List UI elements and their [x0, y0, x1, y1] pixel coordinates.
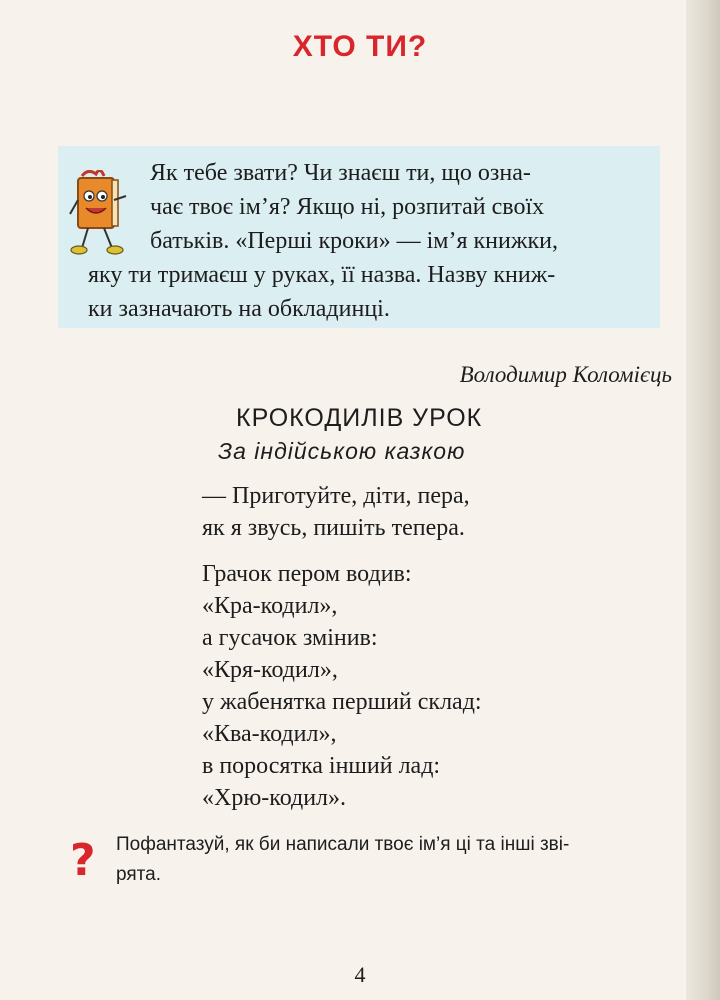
- intro-text-continued: [88, 258, 650, 326]
- poem-line: а гусачок змінив:: [202, 625, 378, 651]
- poem-line: Грачок пером водив:: [202, 561, 412, 587]
- poem-subtitle: За індійською казкою: [218, 438, 466, 464]
- poem-line: — Приготуйте, діти, пера,: [202, 483, 470, 509]
- page-number: 4: [354, 962, 366, 987]
- poem-line: у жабенятка перший склад:: [202, 689, 482, 715]
- task-line: рята.: [116, 864, 161, 885]
- intro-line: батьків. «Перші кроки» — ім’я книжки,: [150, 228, 558, 254]
- poem-title: КРОКОДИЛІВ УРОК: [236, 404, 483, 432]
- intro-line: Як тебе звати? Чи знаєш ти, що озна-: [150, 160, 531, 186]
- book-mascot-icon: [68, 170, 128, 256]
- intro-line: яку ти тримаєш у руках, її назва. Назву книж-: [88, 262, 556, 288]
- page-edge: [686, 0, 720, 1000]
- question-mark-icon: ?: [70, 835, 96, 886]
- poem-line: «Кря-кодил»,: [202, 657, 338, 683]
- intro-text: [150, 156, 650, 258]
- task-text: [116, 830, 676, 890]
- task-line: Пофантазуй, як би написали твоє ім’я ці та інші зві-: [116, 834, 570, 855]
- poem-line: «Ква-кодил»,: [202, 721, 337, 747]
- poem-line: в поросятка інший лад:: [202, 753, 441, 779]
- poem-line: «Кра-кодил»,: [202, 593, 338, 619]
- intro-line: чає твоє ім’я? Якщо ні, розпитай своїх: [150, 194, 545, 220]
- poem-author: Володимир Коломієць: [459, 362, 672, 387]
- poem-stanza-1: [202, 480, 470, 544]
- intro-box: [58, 146, 660, 328]
- poem-line: як я звусь, пишіть тепера.: [202, 515, 465, 541]
- page-title: ХТО ТИ?: [292, 30, 428, 63]
- intro-line: ки зазначають на обкладинці.: [88, 296, 390, 322]
- poem-line: «Хрю-кодил».: [202, 785, 347, 811]
- poem-stanza-2: [202, 558, 482, 814]
